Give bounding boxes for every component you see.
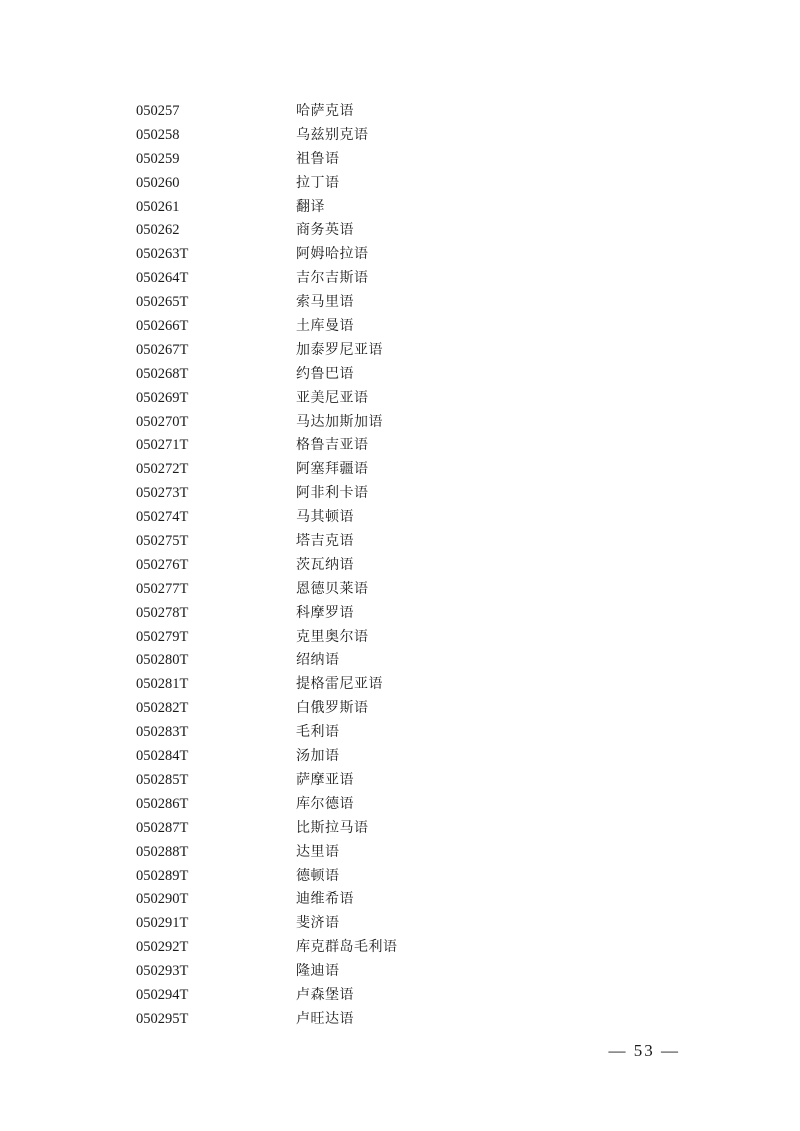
program-name: 白俄罗斯语 <box>296 700 369 717</box>
program-name: 亚美尼亚语 <box>296 389 369 406</box>
program-code: 050271T <box>136 437 189 454</box>
list-item <box>136 530 556 554</box>
program-code: 050261 <box>136 198 180 215</box>
program-name: 比斯拉马语 <box>296 819 369 836</box>
list-item <box>136 554 556 578</box>
list-item <box>136 841 556 865</box>
list-item <box>136 315 556 339</box>
program-code: 050283T <box>136 724 189 741</box>
program-name: 吉尔吉斯语 <box>296 270 369 287</box>
list-item <box>136 196 556 220</box>
program-name: 拉丁语 <box>296 174 340 191</box>
program-name: 商务英语 <box>296 222 354 239</box>
program-code: 050267T <box>136 341 189 358</box>
program-name: 土库曼语 <box>296 318 354 335</box>
list-item <box>136 626 556 650</box>
program-code: 050286T <box>136 795 189 812</box>
program-code: 050273T <box>136 485 189 502</box>
program-name: 哈萨克语 <box>296 103 354 119</box>
program-name: 索马里语 <box>296 294 354 311</box>
list-item <box>136 267 556 291</box>
program-name: 隆迪语 <box>296 963 340 980</box>
program-code: 050279T <box>136 628 189 645</box>
list-item <box>136 769 556 793</box>
program-code: 050270T <box>136 413 189 430</box>
program-code: 050274T <box>136 509 189 526</box>
program-name: 斐济语 <box>296 915 340 932</box>
program-name: 加泰罗尼亚语 <box>296 341 383 358</box>
list-item <box>136 387 556 411</box>
program-name: 毛利语 <box>296 724 340 741</box>
program-code: 050260 <box>136 174 180 191</box>
program-code: 050280T <box>136 652 189 669</box>
list-item <box>136 458 556 482</box>
list-item <box>136 912 556 936</box>
list-item <box>136 721 556 745</box>
program-code: 050289T <box>136 867 189 884</box>
list-item <box>136 984 556 1008</box>
program-name: 祖鲁语 <box>296 150 340 167</box>
list-item <box>136 888 556 912</box>
list-item <box>136 649 556 673</box>
program-code: 050293T <box>136 963 189 980</box>
program-code: 050276T <box>136 556 189 573</box>
program-code: 050291T <box>136 915 189 932</box>
list-item <box>136 578 556 602</box>
program-code: 050268T <box>136 365 189 382</box>
program-code: 050265T <box>136 294 189 311</box>
program-code: 050259 <box>136 150 180 167</box>
program-code: 050258 <box>136 126 180 143</box>
list-item <box>136 817 556 841</box>
program-name: 约鲁巴语 <box>296 365 354 382</box>
program-name: 库尔德语 <box>296 795 354 812</box>
list-item <box>136 243 556 267</box>
program-name: 绍纳语 <box>296 652 340 669</box>
list-item <box>136 411 556 435</box>
program-name: 马达加斯加语 <box>296 413 383 430</box>
list-item <box>136 124 556 148</box>
program-name: 茨瓦纳语 <box>296 556 354 573</box>
page-number: — 53 — <box>608 1041 680 1060</box>
program-code: 050290T <box>136 891 189 908</box>
program-code: 050295T <box>136 1010 189 1027</box>
program-name: 达里语 <box>296 843 340 860</box>
program-name: 迪维希语 <box>296 891 354 908</box>
list-item <box>136 745 556 769</box>
list-item <box>136 291 556 315</box>
program-code: 050282T <box>136 700 189 717</box>
list-item <box>136 148 556 172</box>
list-item <box>136 482 556 506</box>
program-code: 050288T <box>136 843 189 860</box>
list-item <box>136 219 556 243</box>
program-name: 德顿语 <box>296 867 340 884</box>
program-code: 050257 <box>136 103 180 119</box>
program-code: 050263T <box>136 246 189 263</box>
program-code: 050292T <box>136 939 189 956</box>
list-item <box>136 697 556 721</box>
program-name: 乌兹别克语 <box>296 126 369 143</box>
list-item <box>136 172 556 196</box>
program-code: 050266T <box>136 318 189 335</box>
program-name: 科摩罗语 <box>296 604 354 621</box>
program-name: 库克群岛毛利语 <box>296 939 398 956</box>
list-item <box>136 865 556 889</box>
program-code: 050272T <box>136 461 189 478</box>
list-item <box>136 960 556 984</box>
program-code: 050277T <box>136 580 189 597</box>
program-name: 恩德贝莱语 <box>296 580 369 597</box>
program-code: 050275T <box>136 533 189 550</box>
list-item <box>136 936 556 960</box>
list-item <box>136 363 556 387</box>
list-item <box>136 793 556 817</box>
program-list <box>136 100 556 1032</box>
program-code: 050294T <box>136 986 189 1003</box>
program-name: 萨摩亚语 <box>296 771 354 788</box>
program-code: 050264T <box>136 270 189 287</box>
program-name: 阿塞拜疆语 <box>296 461 369 478</box>
program-code: 050285T <box>136 771 189 788</box>
program-code: 050281T <box>136 676 189 693</box>
program-name: 阿非利卡语 <box>296 485 369 502</box>
program-name: 塔吉克语 <box>296 533 354 550</box>
program-code: 050287T <box>136 819 189 836</box>
program-name: 提格雷尼亚语 <box>296 676 383 693</box>
list-item <box>136 1008 556 1032</box>
program-code: 050269T <box>136 389 189 406</box>
program-name: 克里奥尔语 <box>296 628 369 645</box>
program-name: 汤加语 <box>296 748 340 765</box>
program-name: 阿姆哈拉语 <box>296 246 369 263</box>
program-name: 格鲁吉亚语 <box>296 437 369 454</box>
program-name: 翻译 <box>296 198 325 215</box>
program-code: 050284T <box>136 748 189 765</box>
list-item <box>136 100 556 124</box>
list-item <box>136 602 556 626</box>
list-item <box>136 434 556 458</box>
program-code: 050278T <box>136 604 189 621</box>
program-code: 050262 <box>136 222 180 239</box>
program-name: 卢森堡语 <box>296 986 354 1003</box>
program-name: 马其顿语 <box>296 509 354 526</box>
program-name: 卢旺达语 <box>296 1010 354 1027</box>
list-item <box>136 339 556 363</box>
list-item <box>136 506 556 530</box>
list-item <box>136 673 556 697</box>
